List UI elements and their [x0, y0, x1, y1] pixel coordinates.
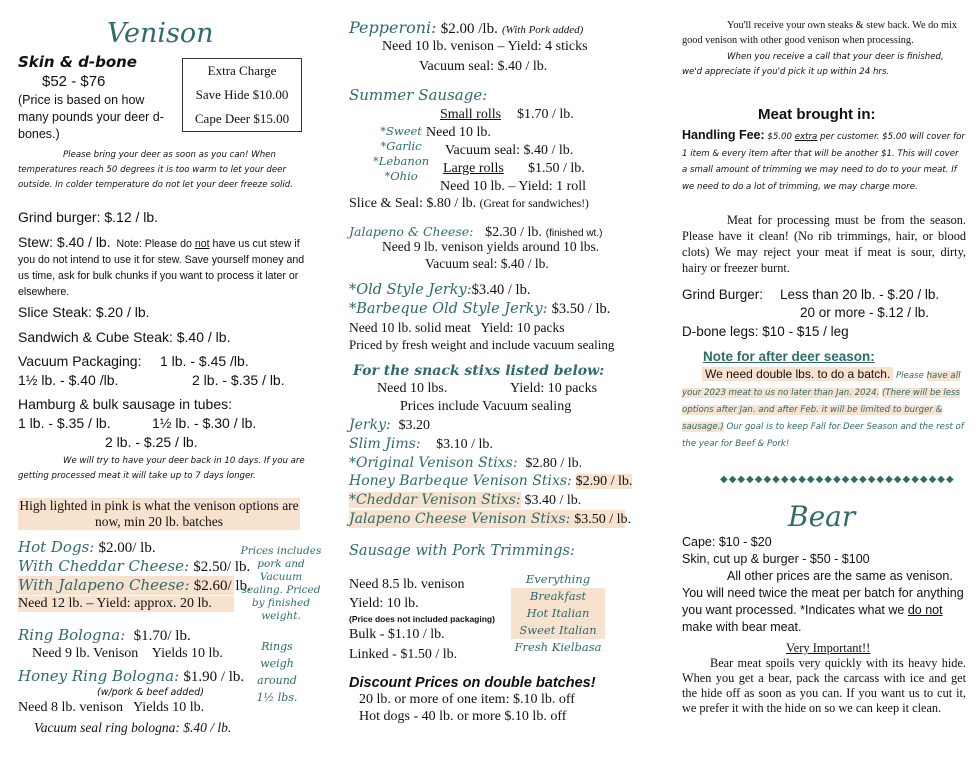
trim-flavor-item: Hot Italian [511, 605, 605, 622]
discount-title: Discount Prices on double batches! [349, 675, 596, 691]
jalapeno-row [18, 576, 251, 595]
honey-bbq-stixs-label: Honey Barbeque Venison Stixs: [349, 473, 572, 489]
jerky-priced-note: Priced by fresh weight and include vacuum sealing [349, 337, 615, 352]
handling-fee-extra: extra [794, 132, 818, 142]
original-stixs-label: *Original Venison Stixs: [349, 455, 518, 471]
stew-note-b: have us cut stew if you do not intend to use it for stew. Save yourself money and us time, ask for bulk chunks if you want to process it later or elsewhere. [18, 238, 305, 298]
small-rolls-vacuum: Vacuum seal: $.40 / lb. [445, 143, 574, 158]
hot-dogs-row [18, 538, 156, 557]
after-have-note: have all your 2023 meat to us no later than Jan. 2024. [682, 371, 961, 398]
cape-deer-price: Cape Deer $15.00 [194, 111, 290, 126]
jalapeno-price: $2.60/ lb. [193, 578, 251, 594]
jerky-need: Need 10 lb. solid meat Yield: 10 packs [349, 320, 565, 335]
large-rolls-need: Need 10 lb. – Yield: 1 roll [440, 179, 587, 194]
vacuum-2lb: 2 lb. - $.35 / lb. [192, 372, 285, 388]
pork-trimmings-title: Sausage with Pork Trimmings: [349, 543, 575, 559]
trim-linked: Linked - $1.50 / lb. [349, 647, 458, 662]
slim-jims-row [349, 435, 493, 453]
slim-jims-label: Slim Jims: [349, 436, 421, 452]
summer-sausage-title: Summer Sausage: [349, 86, 488, 104]
sandwich-steak-price: Sandwich & Cube Steak: $.40 / lb. [18, 329, 231, 345]
hotdog-need: Need 12 lb. – Yield: approx. 20 lb. [18, 596, 234, 612]
flavor-item: *Lebanon [373, 154, 430, 168]
jerky-row [349, 416, 430, 434]
grind-burger-price: Grind burger: $.12 / lb. [18, 209, 159, 225]
slice-seal-row [349, 196, 589, 212]
hamburg-label: Hamburg & bulk sausage in tubes: [18, 396, 233, 412]
bear-title: Bear [788, 500, 856, 533]
trim-flavor-item: Sweet Italian [511, 622, 605, 639]
skin-dbone-note: (Price is based on how many pounds your deer d-bones.) [18, 93, 164, 141]
pepperoni-vacuum: Vacuum seal: $.40 / lb. [419, 59, 548, 74]
jerky-label: Jerky: [349, 417, 391, 433]
grind-burger-tier-1: Less than 20 lb. - $.20 / lb. [780, 287, 940, 302]
deer-back-note: We will try to have your deer back in 10 days. If you are getting processed meat it will take up to 7 days longer. [18, 456, 305, 481]
bear-cape-price: Cape: $10 - $20 [682, 535, 772, 549]
jalapeno-cheese-price: $2.30 / lb. [485, 225, 542, 240]
jalapeno-stixs-label: Jalapeno Cheese Venison Stixs: [349, 511, 571, 527]
ring-bologna-row [18, 626, 191, 645]
venison-title: Venison [107, 18, 214, 49]
large-rolls-label: Large rolls [443, 161, 504, 176]
jalapeno-stixs-price: $3.50 / lb. [574, 512, 631, 527]
info-bear-column [680, 0, 968, 757]
snack-vacuum-note: Prices include Vacuum sealing [400, 399, 572, 414]
grind-burger-label: Grind Burger: [682, 287, 764, 302]
jalapeno-stixs-row [349, 510, 631, 528]
vacuum-1-5lb: 1½ lb. - $.40 /lb. [18, 372, 119, 388]
prices-includes-note: Prices includes pork and Vacuum sealing. Priced by finished weight. [240, 545, 322, 622]
bear-twice-not: do not [907, 603, 943, 617]
flavor-item: *Sweet [380, 124, 422, 138]
slim-jims-price: $3.10 / lb. [436, 437, 493, 452]
double-lbs-note: We need double lbs. to do a batch. [702, 367, 893, 381]
bbq-jerky-label: *Barbeque Old Style Jerky: [349, 301, 548, 317]
pepperoni-row [349, 18, 583, 38]
trim-flavor-item: Everything [525, 572, 591, 586]
original-stixs-price: $2.80 / lb. [525, 456, 583, 471]
small-rolls-label: Small rolls [440, 107, 502, 122]
pepperoni-price: $2.00 /lb. [440, 21, 498, 37]
extra-charge-title: Extra Charge [207, 63, 277, 78]
steaks-note: You'll receive your own steaks & stew back. We do mix good venison with other good venison when processing. [682, 20, 957, 46]
bring-deer-note: Please bring your deer as soon as you can! When temperatures reach 50 degrees it is too warm to let your deer outside. In colder temperature do not let your deer freeze solid. [18, 150, 293, 190]
pepperoni-label: Pepperoni: [349, 18, 437, 37]
discount-line-2: Hot dogs - 40 lb. or more $.10 lb. off [359, 709, 567, 724]
meat-brought-title: Meat brought in: [758, 106, 876, 123]
summer-flavors [373, 124, 429, 184]
pork-beef-note: (w/pork & beef added) [97, 687, 204, 698]
honey-ring-label: Honey Ring Bologna: [18, 667, 180, 685]
cheddar-label: With Cheddar Cheese: [18, 557, 190, 575]
pepperoni-note: (With Pork added) [502, 24, 584, 36]
slice-steak-price: Slice Steak: $.20 / lb. [18, 304, 150, 320]
cheddar-stixs-price: $3.40 / lb. [524, 493, 582, 508]
after-please: Please [895, 371, 924, 381]
jalapeno-label: With Jalapeno Cheese: [18, 576, 190, 594]
honey-ring-row [18, 667, 244, 686]
bear-twice-a: You will need twice the meat per batch for anything you want processed. *Indicates what we [682, 586, 964, 617]
cheddar-stixs-row [349, 491, 581, 509]
honey-bbq-stixs-row [349, 472, 632, 490]
large-rolls-price: $1.50 / lb. [528, 161, 585, 176]
bear-skin-price: Skin, cut up & burger - $50 - $100 [682, 552, 870, 566]
stew-price: Stew: $.40 / lb. [18, 234, 111, 250]
trim-flavors [511, 571, 605, 656]
small-rolls-need: Need 10 lb. [426, 125, 491, 140]
honey-need: Need 8 lb. venison Yields 10 lb. [18, 700, 205, 715]
cheddar-row [18, 557, 250, 576]
small-rolls-price: $1.70 / lb. [517, 107, 574, 122]
stew-note-not: not [194, 238, 210, 250]
pepperoni-need: Need 10 lb. venison – Yield: 4 sticks [382, 39, 588, 54]
honey-bbq-stixs-price: $2.90 / lb. [575, 474, 633, 489]
hamburg-1lb: 1 lb. - $.35 / lb. [18, 415, 111, 431]
ring-bologna-price: $1.70/ lb. [133, 628, 191, 644]
discount-line-1: 20 lb. or more of one item: $.10 lb. off [359, 692, 575, 707]
hamburg-2lb: 2 lb. - $.25 / lb. [105, 434, 198, 450]
grind-burger-tier-2: 20 or more - $.12 / lb. [800, 305, 930, 320]
bear-twice-note [682, 585, 966, 636]
handling-fee-a: $5.00 [764, 132, 795, 142]
season-note: Meat for processing must be from the season. Please have it clean! (No rib trimmings, hair, or blood clots) We may reject your meat if meat is sour, dirty, hairy or freezer burnt. [682, 213, 966, 275]
pickup-note: When you receive a call that your deer is finished, we'd appreciate if you'd pick it up within 24 hrs. [682, 52, 944, 77]
original-stixs-row [349, 454, 582, 472]
after-season-note [682, 366, 966, 453]
trim-yield: Yield: 10 lb. [349, 596, 419, 611]
vacuum-ring-price: Vacuum seal ring bologna: $.40 / lb. [34, 720, 232, 735]
jalapeno-cheese-note: (finished wt.) [545, 228, 603, 239]
bear-twice-end: make with bear meat. [682, 620, 802, 634]
jalapeno-cheese-label: Jalapeno & Cheese: [349, 224, 474, 239]
handling-fee-label: Handling Fee: [682, 128, 765, 142]
vacuum-1lb: 1 lb. - $.45 /lb. [160, 353, 249, 369]
vacuum-packaging-label: Vacuum Packaging: [18, 353, 142, 369]
old-style-jerky-label: *Old Style Jerky: [349, 282, 472, 298]
extra-charge-box [182, 58, 302, 132]
handling-fee-note [682, 127, 966, 195]
pink-highlight-note: High lighted in pink is what the venison options are now, min 20 lb. batches [19, 498, 299, 529]
slice-seal-price: Slice & Seal: $.80 / lb. [349, 196, 477, 211]
cheddar-price: $2.50/ lb. [193, 559, 251, 575]
save-hide-price: Save Hide $10.00 [195, 87, 289, 102]
slice-seal-note: (Great for sandwiches!) [479, 198, 589, 210]
stew-note-a: Note: Please do [116, 238, 195, 250]
honey-ring-price: $1.90 / lb. [183, 669, 245, 685]
snack-stix-title: For the snack stixs listed below: [353, 363, 605, 379]
hot-dogs-price: $2.00/ lb. [98, 540, 156, 556]
bbq-jerky-price: $3.50 / lb. [551, 301, 611, 317]
rings-weigh-note: Rings weigh around 1½ lbs. [256, 640, 298, 704]
after-season-title: Note for after deer season: [703, 349, 875, 364]
after-paren-note: (There will be less options after Jan. and after Feb. it will be limited to burger & sausage.) [682, 388, 960, 432]
dbone-legs-price: D-bone legs: $10 - $15 / leg [682, 324, 849, 339]
very-important-title: Very Important!! [786, 641, 871, 655]
flavor-item: *Garlic [380, 139, 422, 153]
jalapeno-cheese-need: Need 9 lb. venison yields around 10 lbs. [382, 239, 600, 254]
ring-need: Need 9 lb. Venison Yields 10 lb. [32, 646, 223, 661]
venison-column [12, 0, 322, 757]
skin-dbone-title: Skin & d-bone [18, 53, 137, 71]
hot-dogs-label: Hot Dogs: [18, 538, 95, 556]
snack-yield: Yield: 10 packs [510, 381, 598, 396]
jalapeno-cheese-vacuum: Vacuum seal: $.40 / lb. [425, 256, 549, 271]
bbq-jerky-row [349, 301, 610, 318]
handling-fee-b: per customer. $5.00 will cover for 1 item & every item after that will be another $1. This will cover a small amount of trimming we may need to do to your meat. If we need to do a lot of trimming, we may charge more. [682, 132, 965, 192]
snack-need: Need 10 lbs. [377, 381, 448, 396]
flavor-item: *Ohio [384, 169, 418, 183]
cheddar-stixs-label: *Cheddar Venison Stixs: [349, 492, 521, 508]
ring-bologna-label: Ring Bologna: [18, 626, 126, 644]
trim-bulk: Bulk - $1.10 / lb. [349, 627, 445, 642]
old-style-jerky-row [349, 282, 530, 299]
sausage-column [345, 0, 635, 757]
trim-flavor-item: Fresh Kielbasa [514, 640, 602, 654]
trim-flavor-item: Breakfast [511, 588, 605, 605]
after-goal-note: Our goal is to keep Fall for Deer Season and the rest of the year for Beef & Pork! [682, 422, 964, 449]
diamond-divider: ◆◆◆◆◆◆◆◆◆◆◆◆◆◆◆◆◆◆◆◆◆◆◆◆◆◆◆ [720, 474, 955, 485]
hamburg-1-5lb: 1½ lb. - $.30 / lb. [152, 415, 257, 431]
bear-meat-note: Bear meat spoils very quickly with its heavy hide. When you get a bear, pack the carcass with ice and get the hide off as soon as you can. If you want us to cut it, we prefer it with the hide on so we can keep it clean. [682, 656, 966, 715]
old-style-jerky-price: $3.40 / lb. [471, 282, 531, 298]
stew-section [18, 234, 306, 300]
jerky-price: $3.20 [398, 418, 430, 433]
trim-packaging-note: (Price does not included packaging) [349, 614, 495, 624]
skin-dbone-price: $52 - $76 [42, 73, 106, 90]
trim-need: Need 8.5 lb. venison [349, 577, 465, 592]
bear-other-prices: All other prices are the same as venison. [727, 569, 953, 583]
